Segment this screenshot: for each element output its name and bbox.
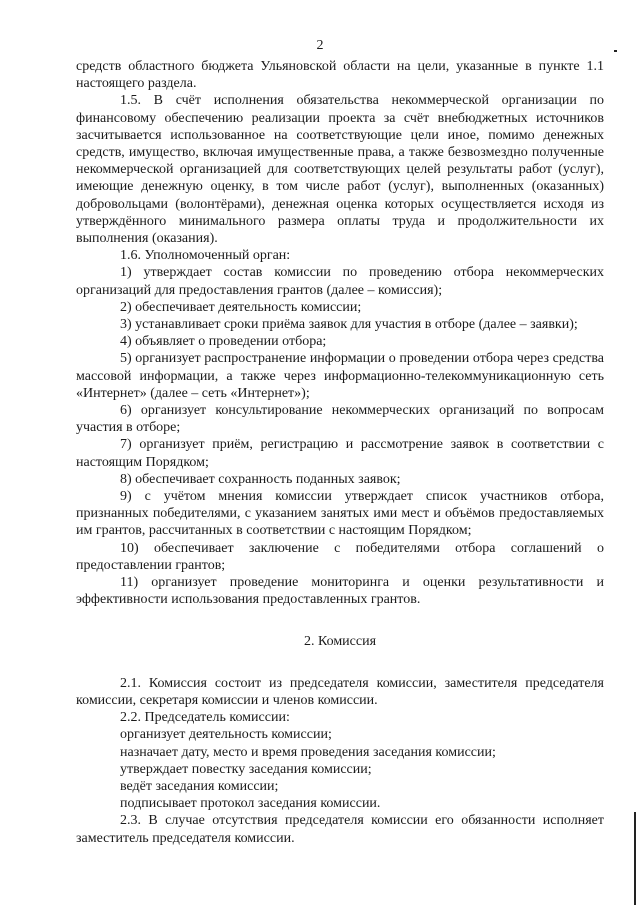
paragraph-1-6-heading: 1.6. Уполномоченный орган:: [120, 248, 291, 264]
duty-item-1: организует деятельность комиссии;: [120, 727, 332, 743]
duty-item-3: утверждает повестку заседания комиссии;: [120, 761, 372, 777]
paragraph-2-1: 2.1. Комиссия состоит из председателя комиссии, заместителя председателя комиссии, секретаря комиссии и членов комиссии.: [76, 675, 604, 708]
page-number: 2: [316, 38, 324, 53]
duty-item-4: ведёт заседания комиссии;: [120, 778, 279, 794]
scan-edge-mark-top: [614, 50, 617, 52]
list-item-7: 7) организует приём, регистрацию и рассмотрение заявок в соответствии с настоящим Порядком;: [76, 437, 604, 470]
list-item-2: 2) обеспечивает деятельность комиссии;: [120, 299, 362, 315]
paragraph-continuation: средств областного бюджета Ульяновской области на цели, указанные в пункте 1.1 настоящего раздела.: [76, 59, 604, 92]
list-item-3: 3) устанавливает сроки приёма заявок для участия в отборе (далее – заявки);: [120, 317, 578, 333]
list-item-5: 5) организует распространение информации о проведении отбора через средства массовой информации, а также через информационно-телекоммуникационную сеть «Интернет» (далее – сеть «Интернет»);: [76, 351, 604, 401]
list-item-6: 6) организует консультирование некоммерческих организаций по вопросам участия в отборе;: [76, 403, 604, 436]
list-item-8: 8) обеспечивает сохранность поданных заявок;: [120, 471, 401, 487]
document-body: [76, 58, 604, 847]
duty-item-2: назначает дату, место и время проведения заседания комиссии;: [120, 744, 496, 760]
list-item-1: 1) утверждает состав комиссии по проведению отбора некоммерческих организаций для предоставления грантов (далее – комиссия);: [76, 265, 604, 298]
paragraph-2-2-heading: 2.2. Председатель комиссии:: [120, 710, 290, 726]
duty-item-5: подписывает протокол заседания комиссии.: [120, 796, 381, 812]
scan-edge-mark-bottom: [634, 812, 636, 905]
list-item-11: 11) организует проведение мониторинга и оценки результативности и эффективности использования предоставленных грантов.: [76, 575, 604, 608]
paragraph-1-5: 1.5. В счёт исполнения обязательства некоммерческой организации по финансовому обеспечению реализации проекта за счёт внебюджетных источников засчитывается использованное на соответствующие цели иное, помимо денежных средств, имущество, включая имущественные права, а также безвозмездно полученные некоммерческой организацией для соответствующих целей результаты работ (услуг), имеющие денежную оценку, в том числе работ (услуг), выполненных (оказанных) добровольцами (волонтёрами), денежная оценка которых осуществляется исходя из утверждённого минимального размера оплаты труда и продолжительности их выполнения (оказания).: [76, 93, 604, 247]
list-item-10: 10) обеспечивает заключение с победителями отбора соглашений о предоставлении грантов;: [76, 540, 604, 573]
section-title: 2. Комиссия: [303, 633, 377, 649]
list-item-4: 4) объявляет о проведении отбора;: [120, 334, 327, 350]
paragraph-2-3: 2.3. В случае отсутствия председателя комиссии его обязанности исполняет заместитель председателя комиссии.: [76, 813, 604, 846]
list-item-9: 9) с учётом мнения комиссии утверждает список участников отбора, признанных победителями, с указанием занятых ими мест и объёмов предоставляемых им грантов, рассчитанных в соответствии с настоящим Порядком;: [76, 489, 604, 539]
